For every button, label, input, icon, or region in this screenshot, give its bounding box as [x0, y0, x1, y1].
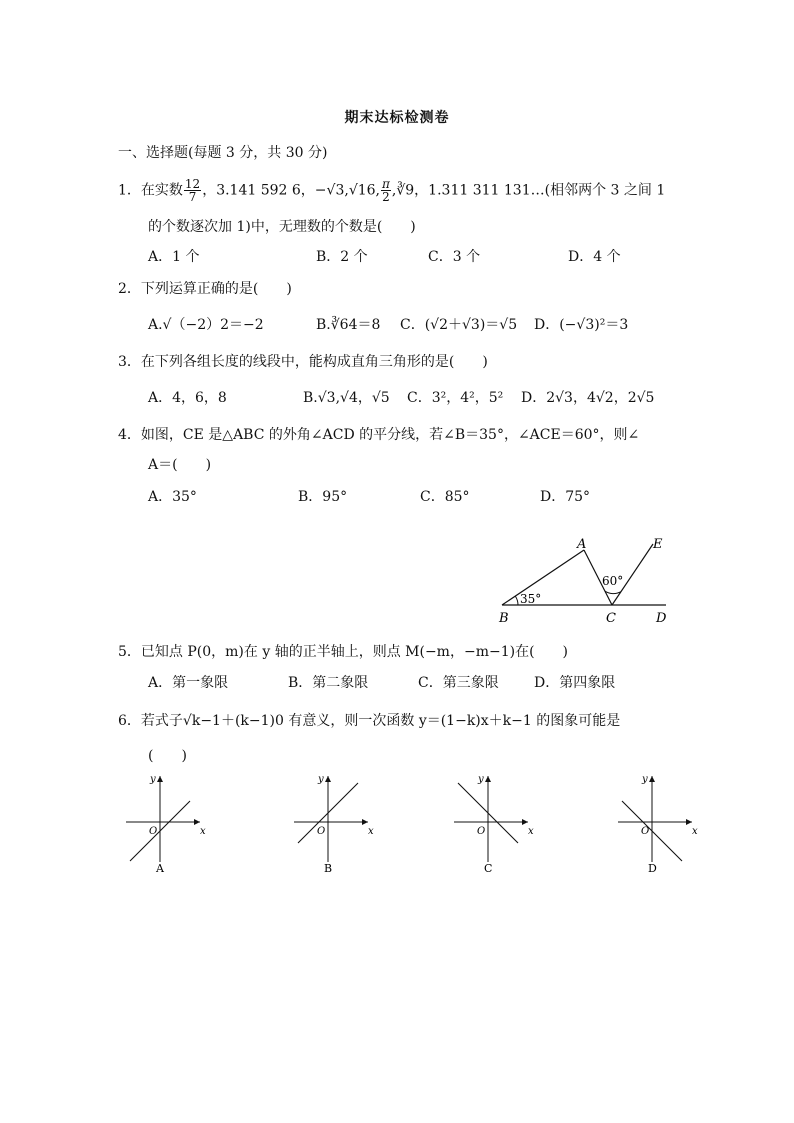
x-axis-label: x	[528, 826, 534, 837]
x-axis-arrow-icon	[522, 819, 528, 825]
label-c: C	[606, 611, 616, 626]
option-d: D．2√3，4√2，2√5	[521, 390, 655, 406]
question-number: 6．	[118, 713, 141, 729]
question-text: 在实数	[140, 182, 183, 199]
option-b: B．第二象限	[288, 675, 369, 691]
graph-label: A	[156, 862, 164, 875]
label-d: D	[656, 611, 667, 626]
question-text: 若式子√k−1＋(k−1)0 有意义，则一次函数 y＝(1−k)x＋k−1 的图象可能是	[140, 713, 621, 729]
option-b: B.√3,√4，√5	[303, 390, 390, 406]
question-number: 3．	[118, 354, 141, 370]
angle-b-label: 35°	[520, 592, 542, 606]
y-axis-label: y	[150, 774, 156, 785]
option-a: A．4，6，8	[148, 390, 227, 406]
x-axis-label: x	[368, 826, 374, 837]
fraction-12-7: $\frac{12}{7}$	[184, 177, 201, 204]
question-text: ,∛9，1.311 311 131…(相邻两个 3 之间 1	[391, 182, 666, 199]
label-a: A	[577, 537, 587, 552]
option-a: A．35°	[148, 489, 197, 505]
segment-ba	[502, 550, 584, 605]
option-c: C．(√2＋√3)＝√5	[400, 317, 518, 333]
option-c: C．85°	[420, 489, 470, 505]
section-heading: 一、选择题(每题 3 分，共 30 分)	[118, 145, 328, 161]
question-number: 2．	[118, 281, 141, 297]
question-number: 4．	[118, 427, 141, 443]
x-axis-arrow-icon	[194, 819, 200, 825]
question-5	[118, 642, 568, 662]
graph-d	[612, 770, 707, 880]
question-text: 在下列各组长度的线段中，能构成直角三角形的是( )	[140, 354, 488, 370]
question-text: ，3.141 592 6，−√3,√16,	[202, 182, 381, 199]
y-axis-label: y	[318, 774, 324, 785]
graph-label: B	[324, 862, 333, 875]
option-b: B．95°	[298, 489, 348, 505]
triangle-figure	[490, 530, 680, 630]
graph-label: C	[484, 862, 493, 875]
graph-a	[120, 770, 215, 880]
graph-label: D	[648, 862, 657, 875]
y-axis-arrow-icon	[325, 776, 331, 782]
x-axis-arrow-icon	[686, 819, 692, 825]
y-axis-label: y	[478, 774, 484, 785]
option-a: A.√（−2）2＝−2	[148, 317, 264, 333]
y-axis-arrow-icon	[485, 776, 491, 782]
option-a: A．1 个	[148, 249, 200, 265]
question-1-continuation: 的个数逐次加 1)中，无理数的个数是( )	[148, 219, 416, 235]
option-a: A．第一象限	[148, 675, 229, 691]
origin-label: O	[149, 826, 158, 837]
question-4	[118, 425, 639, 445]
y-axis-arrow-icon	[649, 776, 655, 782]
origin-label: O	[317, 826, 326, 837]
y-axis-label: y	[642, 774, 648, 785]
y-axis-arrow-icon	[157, 776, 163, 782]
x-axis-label: x	[692, 826, 698, 837]
question-1	[118, 178, 665, 203]
page-title: 期末达标检测卷	[344, 110, 450, 126]
option-c: C．3 个	[428, 249, 481, 265]
option-d: D．75°	[540, 489, 591, 505]
question-text: 下列运算正确的是( )	[140, 281, 292, 297]
origin-label: O	[477, 826, 486, 837]
graph-c	[448, 770, 543, 880]
question-6-continuation: ( )	[148, 748, 187, 764]
angle-b-arc	[515, 596, 518, 605]
question-4-continuation: A＝( )	[148, 457, 212, 473]
graph-b	[288, 770, 383, 880]
angle-c-label: 60°	[602, 574, 624, 588]
option-d: D．第四象限	[534, 675, 616, 691]
x-axis-arrow-icon	[362, 819, 368, 825]
option-c: C．第三象限	[418, 675, 499, 691]
option-b: B.∛64＝8	[316, 317, 381, 333]
option-b: B．2 个	[316, 249, 368, 265]
option-c: C．3²，4²，5²	[407, 390, 504, 406]
question-number: 5．	[118, 644, 141, 660]
option-d: D．(−√3)²＝3	[534, 317, 629, 333]
fraction-pi-2: $\frac{\pi}{2}$	[382, 177, 390, 204]
origin-label: O	[641, 826, 650, 837]
question-6	[118, 711, 620, 731]
question-2	[118, 279, 292, 299]
angle-c-arc	[605, 591, 621, 593]
question-text: 如图，CE 是△ABC 的外角∠ACD 的平分线，若∠B＝35°，∠ACE＝60°，则∠	[140, 427, 640, 443]
option-d: D．4 个	[568, 249, 621, 265]
question-3	[118, 352, 488, 372]
label-b: B	[499, 611, 509, 626]
question-number: 1．	[118, 182, 141, 199]
x-axis-label: x	[200, 826, 206, 837]
label-e: E	[653, 537, 663, 552]
question-text: 已知点 P(0，m)在 y 轴的正半轴上，则点 M(−m，−m−1)在( )	[140, 644, 568, 660]
